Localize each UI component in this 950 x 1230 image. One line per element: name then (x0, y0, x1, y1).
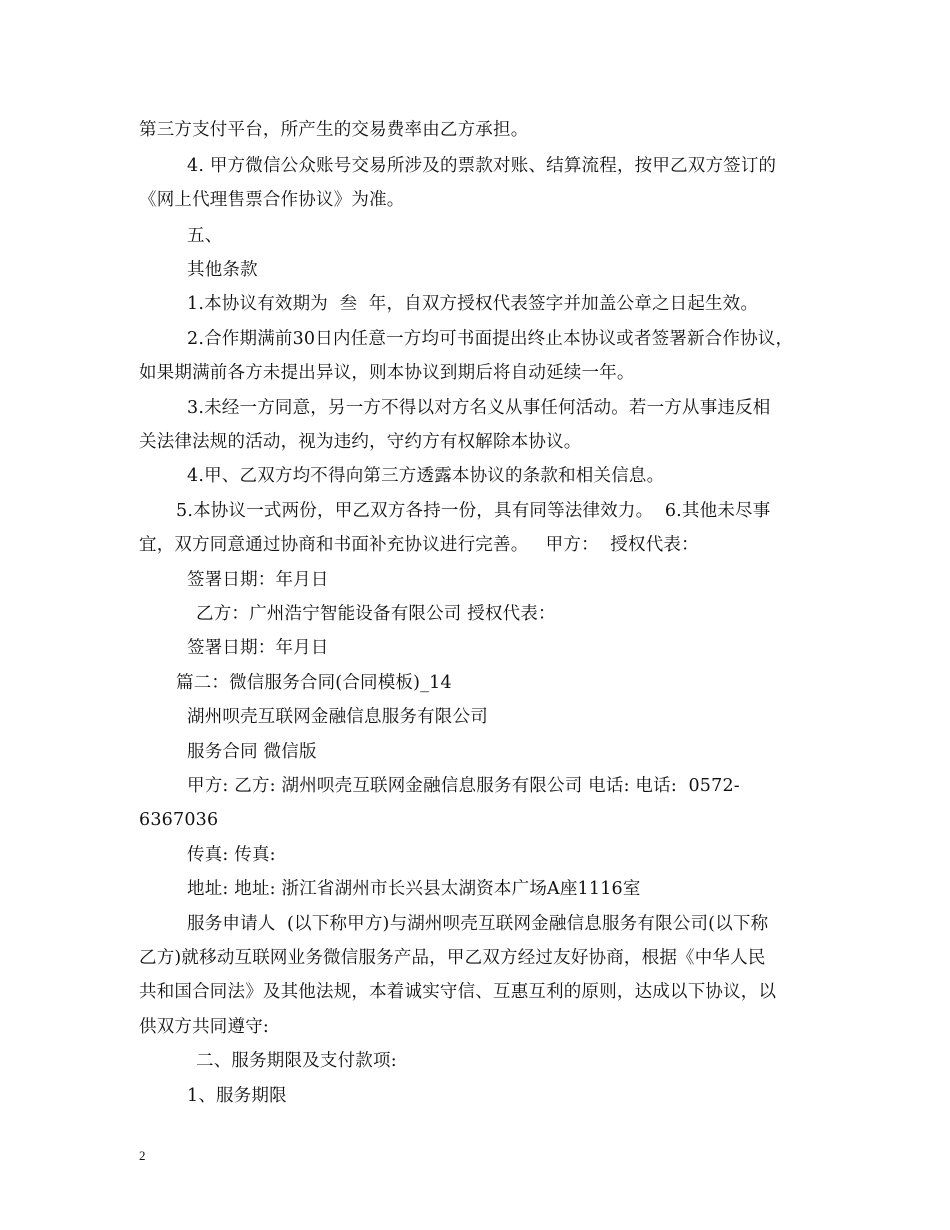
text-line: 第三方支付平台，所产生的交易费率由乙方承担。 (139, 120, 529, 140)
text-line: 共和国合同法》及其他法规，本着诚实守信、互惠互利的原则，达成以下协议，以 (139, 982, 777, 1002)
section-heading: 其他条款 (187, 260, 258, 280)
text-line: 供双方共同遵守: (139, 1017, 269, 1037)
section-heading: 1、服务期限 (187, 1086, 287, 1106)
section-heading: 二、服务期限及支付款项: (196, 1051, 397, 1071)
chapter-heading: 篇二：微信服务合同(合同模板)_14 (176, 673, 452, 693)
text-line: 乙方)就移动互联网业务微信服务产品，甲乙双方经过友好协商，根据《中华人民 (139, 948, 766, 968)
text-line: 关法律法规的活动，视为违约，守约方有权解除本协议。 (139, 432, 582, 452)
contact-line: 甲方: 乙方: 湖州呗壳互联网金融信息服务有限公司 电话: 电话: 0572- (187, 776, 740, 796)
text-line: 宜，双方同意通过协商和书面补充协议进行完善。 甲方： 授权代表： (139, 535, 699, 555)
text-line: 4. 甲方微信公众账号交易所涉及的票款对账、结算流程，按甲乙双方签订的 (187, 156, 777, 176)
text-line: 《网上代理售票合作协议》为准。 (139, 190, 405, 210)
section-heading: 五、 (187, 226, 223, 246)
contact-line: 6367036 (139, 810, 219, 830)
text-line: 5.本协议一式两份，甲乙双方各持一份，具有同等法律效力。 6.其他未尽事 (176, 501, 771, 521)
company-name: 湖州呗壳互联网金融信息服务有限公司 (187, 707, 488, 727)
text-line: 服务申请人 (以下称甲方)与湖州呗壳互联网金融信息服务有限公司(以下称 (187, 914, 769, 934)
address-line: 地址: 地址: 浙江省湖州市长兴县太湖资本广场A座1116室 (187, 879, 641, 899)
text-line: 2.合作期满前30日内任意一方均可书面提出终止本协议或者签署新合作协议， (187, 329, 794, 349)
signature-date-line: 签署日期：年月日 (187, 570, 329, 590)
text-line: 3.未经一方同意，另一方不得以对方名义从事任何活动。若一方从事违反相 (187, 398, 771, 418)
text-line: 4.甲、乙双方均不得向第三方透露本协议的条款和相关信息。 (187, 466, 665, 486)
party-b-line: 乙方：广州浩宁智能设备有限公司 授权代表： (196, 604, 556, 624)
text-line: 如果期满前各方未提出异议，则本协议到期后将自动延续一年。 (139, 363, 635, 383)
contract-title: 服务合同 微信版 (187, 742, 317, 762)
page-number: 2 (139, 1148, 146, 1163)
signature-date-line: 签署日期：年月日 (187, 638, 329, 658)
fax-line: 传真: 传真: (187, 845, 276, 865)
text-line: 1.本协议有效期为 叁 年，自双方授权代表签字并加盖公章之日起生效。 (187, 294, 759, 314)
